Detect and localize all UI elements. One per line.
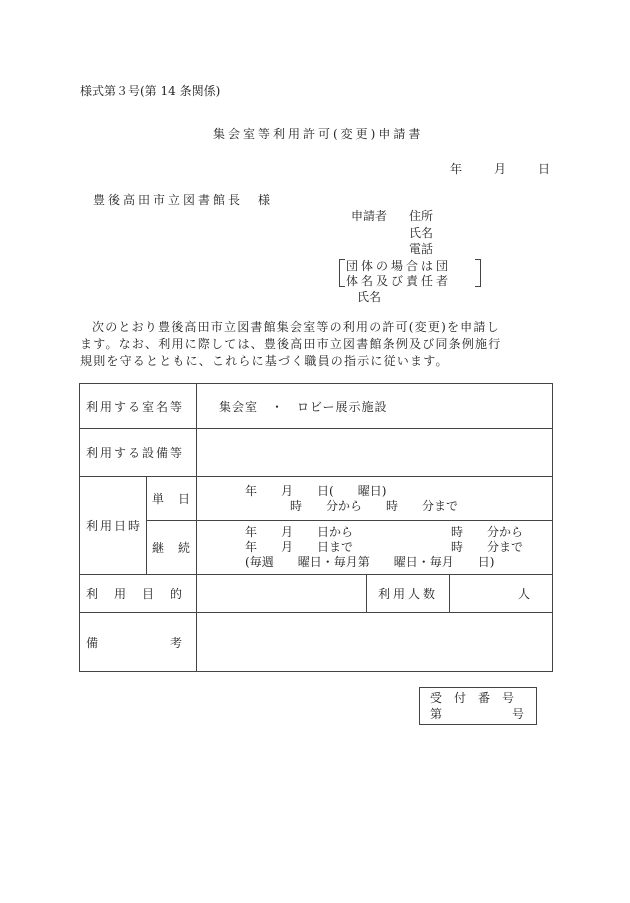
application-table [79,383,553,672]
purpose-value[interactable] [197,575,367,613]
single-day-line1: 年 月 日( 曜日) [245,484,387,498]
applicant-phone-label: 電話 [409,242,434,256]
receipt-label: 受 付 番 号 [430,691,515,705]
row-room [80,384,553,429]
applicant-address-label: 住所 [409,209,434,223]
people-label: 利用人数 [367,575,450,613]
applicant-name-label: 氏名 [409,226,434,240]
body-line-2: ます。なお、利用に際しては、豊後高田市立図書館条例及び同条例施行 [80,337,502,351]
date-day: 日 [538,162,551,176]
addressee: 豊後高田市立図書館長 様 [93,193,274,207]
room-value: 集会室 ・ ロビー展示施設 [197,384,553,429]
form-title: 集会室等利用許可(変更)申請書 [213,127,424,141]
purpose-label: 利 用 目 的 [80,575,197,613]
receipt-number-prefix: 第 [430,707,443,721]
equipment-label: 利用する設備等 [80,429,197,477]
body-line-1: 次のとおり豊後高田市立図書館集会室等の利用の許可(変更)を申請し [92,320,500,334]
form-number: 様式第３号(第 14 条関係) [80,84,221,98]
single-day-label: 単 日 [147,477,197,521]
remarks-value[interactable] [197,613,553,672]
date-year: 年 [450,162,463,176]
single-day-line2: 時 分から 時 分まで [290,499,459,513]
body-paragraph [80,319,555,370]
continuous-line2: 年 月 日まで [245,540,354,554]
people-unit[interactable]: 人 [450,575,553,613]
continuous-label: 継 続 [147,521,197,575]
datetime-label: 利用日時 [80,477,147,575]
applicant-label: 申請者 [351,209,388,223]
continuous-line3: (毎週 曜日・毎月第 曜日・毎月 日) [245,555,495,569]
group-note-line1: 団体の場合は団 [346,259,452,273]
remarks-label: 備 考 [80,613,197,672]
continuous-line2-time: 時 分まで [451,540,524,554]
row-continuous [80,521,553,575]
room-label: 利用する室名等 [80,384,197,429]
continuous-cell[interactable] [197,521,553,575]
continuous-line1-time: 時 分から [451,525,524,539]
row-purpose [80,575,553,613]
left-bracket [339,259,345,287]
body-line-3: 規則を守るとともに、これらに基づく職員の指示に従います。 [80,354,449,368]
row-single-day [80,477,553,521]
continuous-line1: 年 月 日から [245,525,354,539]
receipt-box [419,687,537,725]
right-bracket [475,259,481,287]
row-remarks [80,613,553,672]
row-equipment [80,429,553,477]
group-note-line2: 体名及び責任者 [346,274,452,288]
equipment-value[interactable] [197,429,553,477]
group-note-line3: 氏名 [357,290,382,304]
date-month: 月 [494,162,507,176]
single-day-cell[interactable] [197,477,553,521]
receipt-number-suffix: 号 [512,707,525,721]
